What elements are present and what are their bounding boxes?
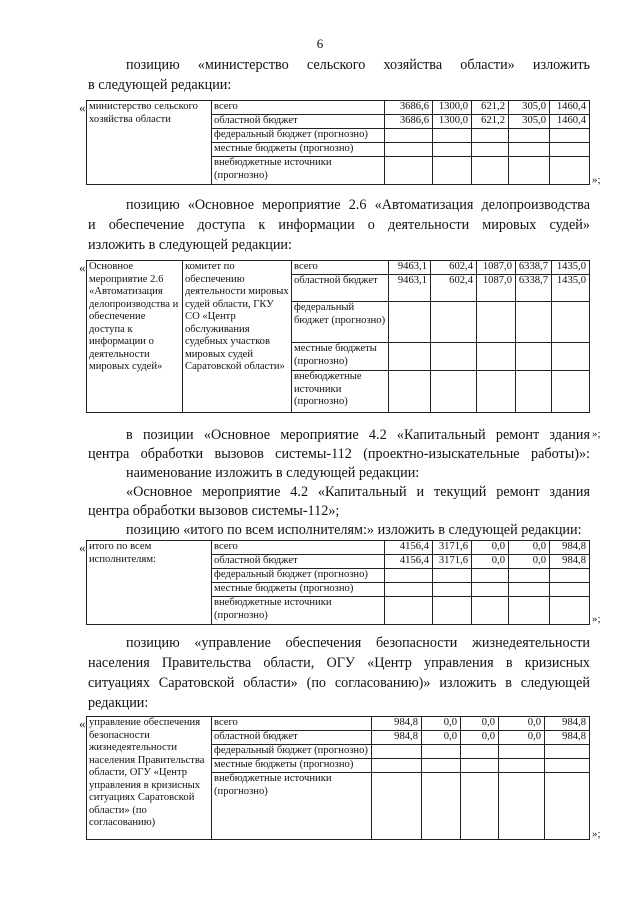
owner-cell: итого по всем исполнителям: xyxy=(87,541,212,625)
block2-intro-line3: изложить в следующей редакции: xyxy=(88,237,292,253)
block2-intro-line2: и обеспечение доступа к информации о деятельности мировых судей» xyxy=(88,217,590,233)
row-label: областной бюджет xyxy=(212,555,385,569)
value-cell: 0,0 xyxy=(461,731,499,745)
block2-intro-line1: позицию «Основное мероприятие 2.6 «Автоматизация делопроизводства xyxy=(126,197,590,213)
value-cell: 984,8 xyxy=(550,555,590,569)
value-cell: 3686,6 xyxy=(385,115,433,129)
executor-cell: комитет по обеспечению деятельности мировых судей области, ГКУ СО «Центр обслуживания судебных участков мировых судей Саратовской области» xyxy=(183,261,292,413)
row-label: местные бюджеты (прогнозно) xyxy=(212,759,372,773)
quote-close: »; xyxy=(592,613,601,625)
table-row xyxy=(87,541,590,555)
value-cell: 0,0 xyxy=(472,541,509,555)
quote-open: « xyxy=(79,716,86,731)
block1-intro-line2: в следующей редакции: xyxy=(88,77,232,93)
block2-table xyxy=(86,260,590,413)
block3-table xyxy=(86,540,590,625)
quote-close: »; xyxy=(592,428,601,440)
value-cell: 621,2 xyxy=(472,115,509,129)
block3-line6: позицию «итого по всем исполнителям:» изложить в следующей редакции: xyxy=(126,522,582,538)
value-cell: 0,0 xyxy=(422,717,461,731)
value-cell: 305,0 xyxy=(509,101,550,115)
value-cell: 1087,0 xyxy=(477,261,516,275)
block4-intro-line2: населения Правительства области, ОГУ «Центр управления в кризисных xyxy=(88,655,590,671)
row-label: всего xyxy=(212,101,385,115)
activity-cell: Основное мероприятие 2.6 «Автоматизация делопроизводства и обеспечение доступа к информации о деятельности мировых судей» xyxy=(87,261,183,413)
value-cell: 0,0 xyxy=(509,555,550,569)
value-cell: 1460,4 xyxy=(550,115,590,129)
value-cell: 0,0 xyxy=(422,731,461,745)
row-label: федеральный бюджет (прогнозно) xyxy=(212,569,385,583)
row-label: федеральный бюджет (прогнозно) xyxy=(212,129,385,143)
table-row xyxy=(87,101,590,115)
row-label: внебюджетные источники (прогнозно) xyxy=(292,371,389,413)
value-cell: 0,0 xyxy=(461,717,499,731)
block3-line1: в позиции «Основное мероприятие 4.2 «Капитальный ремонт здания xyxy=(126,427,590,443)
row-label: федеральный бюджет (прогнозно) xyxy=(212,745,372,759)
row-label: всего xyxy=(212,541,385,555)
value-cell: 984,8 xyxy=(550,541,590,555)
block3-line4: «Основное мероприятие 4.2 «Капитальный и текущий ремонт здания xyxy=(126,484,590,500)
owner-cell: министерство сельского хозяйства области xyxy=(87,101,212,185)
row-label: областной бюджет xyxy=(212,115,385,129)
value-cell: 984,8 xyxy=(545,717,590,731)
block1-table xyxy=(86,100,590,185)
value-cell: 602,4 xyxy=(431,261,477,275)
value-cell: 1087,0 xyxy=(477,275,516,302)
row-label: внебюджетные источники (прогнозно) xyxy=(212,157,385,185)
block4-intro-line3: ситуациях Саратовской области» (по согласованию)» изложить в следующей xyxy=(88,675,590,691)
row-label: всего xyxy=(292,261,389,275)
value-cell: 9463,1 xyxy=(389,261,431,275)
block1-intro-line1: позицию «министерство сельского хозяйства области» изложить xyxy=(126,57,590,73)
value-cell: 1435,0 xyxy=(552,275,590,302)
row-label: областной бюджет xyxy=(212,731,372,745)
block4-intro-line4: редакции: xyxy=(88,695,149,711)
quote-open: « xyxy=(79,100,86,115)
quote-open: « xyxy=(79,540,86,555)
value-cell: 3171,6 xyxy=(433,541,472,555)
quote-close: »; xyxy=(592,828,601,840)
row-label: внебюджетные источники (прогнозно) xyxy=(212,773,372,840)
value-cell: 3686,6 xyxy=(385,101,433,115)
value-cell: 0,0 xyxy=(499,731,545,745)
row-label: областной бюджет xyxy=(292,275,389,302)
block3-line5: центра обработки вызовов системы-112»; xyxy=(88,503,340,519)
value-cell: 984,8 xyxy=(372,717,422,731)
row-label: местные бюджеты (прогнозно) xyxy=(212,583,385,597)
block4-intro-line1: позицию «управление обеспечения безопасности жизнедеятельности xyxy=(126,635,590,651)
row-label: местные бюджеты (прогнозно) xyxy=(212,143,385,157)
row-label: местные бюджеты (прогнозно) xyxy=(292,343,389,371)
value-cell: 0,0 xyxy=(499,717,545,731)
value-cell: 0,0 xyxy=(509,541,550,555)
block4-table xyxy=(86,716,590,840)
quote-close: »; xyxy=(592,174,601,186)
page-number: 6 xyxy=(316,36,324,51)
value-cell: 621,2 xyxy=(472,101,509,115)
table-row xyxy=(87,717,590,731)
owner-cell: управление обеспечения безопасности жизнедеятельности населения Правительства области, ОГУ «Центр управления в кризисных ситуациях Саратовской области» (по согласованию) xyxy=(87,717,212,840)
value-cell: 984,8 xyxy=(372,731,422,745)
value-cell: 3171,6 xyxy=(433,555,472,569)
row-label: всего xyxy=(212,717,372,731)
value-cell: 305,0 xyxy=(509,115,550,129)
value-cell: 1300,0 xyxy=(433,115,472,129)
row-label: внебюджетные источники (прогнозно) xyxy=(212,597,385,625)
value-cell: 1435,0 xyxy=(552,261,590,275)
table-row xyxy=(87,261,590,275)
value-cell: 4156,4 xyxy=(385,541,433,555)
value-cell: 1460,4 xyxy=(550,101,590,115)
value-cell: 0,0 xyxy=(472,555,509,569)
value-cell: 984,8 xyxy=(545,731,590,745)
block3-line3: наименование изложить в следующей редакции: xyxy=(126,465,420,481)
value-cell: 602,4 xyxy=(431,275,477,302)
value-cell: 9463,1 xyxy=(389,275,431,302)
quote-open: « xyxy=(79,260,86,275)
value-cell: 1300,0 xyxy=(433,101,472,115)
value-cell: 6338,7 xyxy=(516,261,552,275)
row-label: федеральный бюджет (прогнозно) xyxy=(292,302,389,343)
block3-line2: центра обработки вызовов системы-112 (проектно-изыскательные работы)»: xyxy=(88,446,590,462)
value-cell: 6338,7 xyxy=(516,275,552,302)
value-cell: 4156,4 xyxy=(385,555,433,569)
